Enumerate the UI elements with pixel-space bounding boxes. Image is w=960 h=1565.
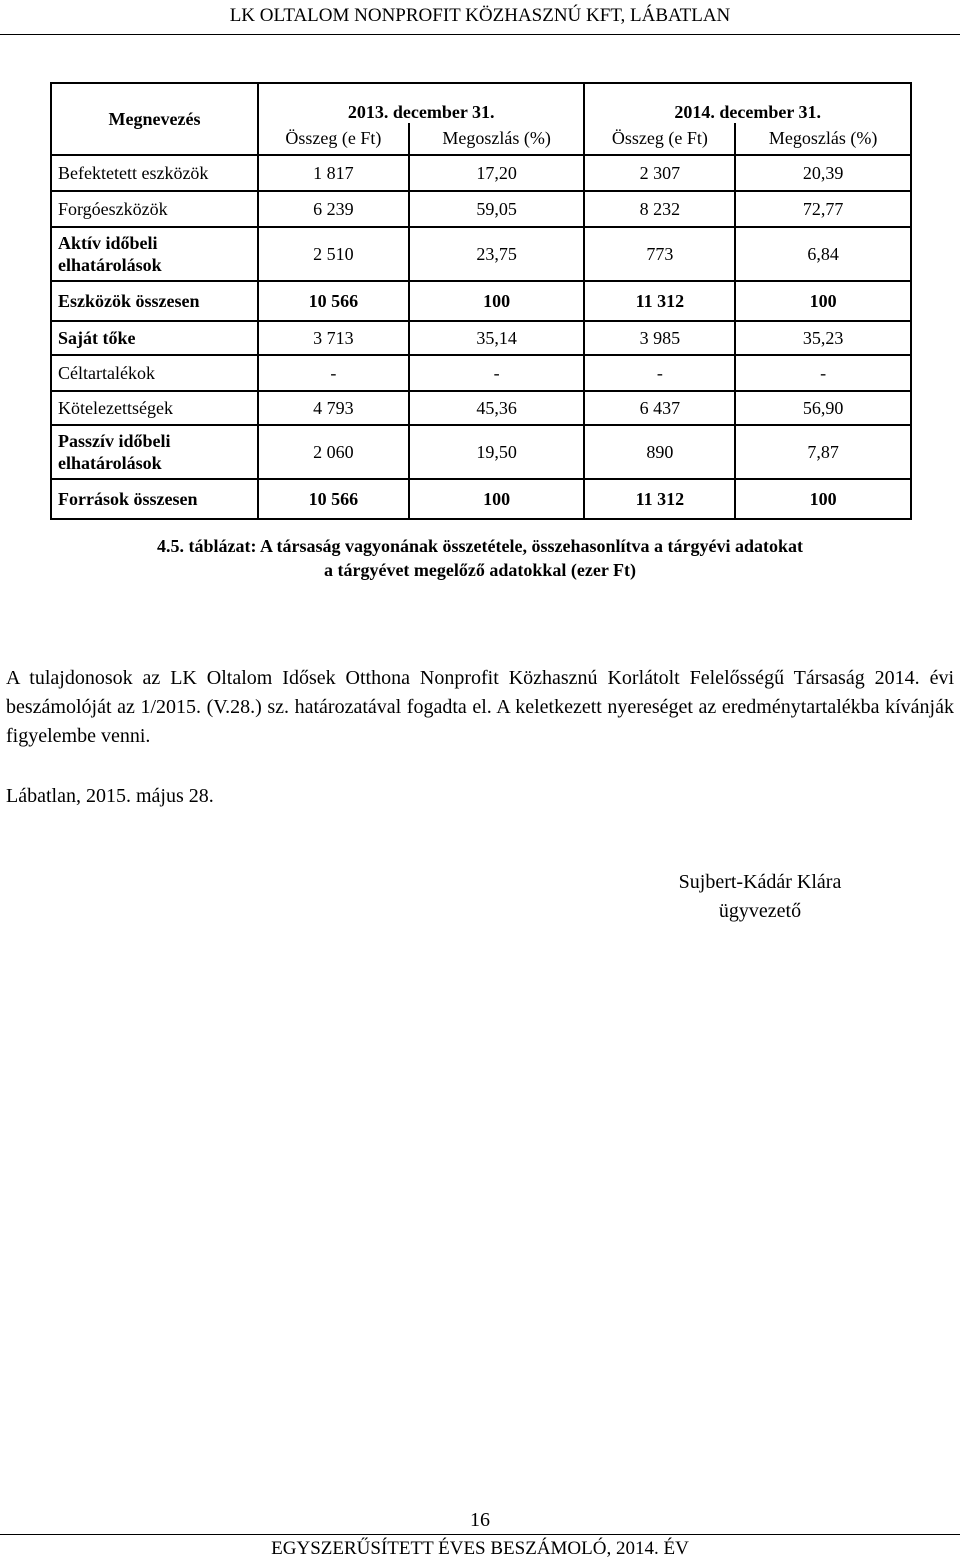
cell-share-2013: 45,36	[409, 391, 585, 425]
cell-amount-2013: 10 566	[258, 479, 409, 519]
cell-share-2014: 35,23	[735, 321, 911, 355]
header-title: LK OLTALOM NONPROFIT KÖZHASZNÚ KFT, LÁBATLAN	[229, 5, 731, 26]
cell-amount-2013: 2 060	[258, 425, 409, 479]
table-row	[51, 191, 911, 227]
header-amount-2014: Összeg (e Ft)	[584, 123, 735, 155]
table-row	[51, 155, 911, 191]
assets-table	[50, 82, 912, 520]
row-label: Forgóeszközök	[51, 191, 258, 227]
cell-amount-2014: 8 232	[584, 191, 735, 227]
table-row-total	[51, 281, 911, 321]
cell-amount-2014: 6 437	[584, 391, 735, 425]
cell-amount-2013: 6 239	[258, 191, 409, 227]
cell-share-2013: 59,05	[409, 191, 585, 227]
signature-name: Sujbert-Kádár Klára	[678, 871, 842, 893]
footer-title: EGYSZERŰSÍTETT ÉVES BESZÁMOLÓ, 2014. ÉV	[271, 1538, 689, 1559]
body-paragraph: A tulajdonosok az LK Oltalom Idősek Otthona Nonprofit Közhasznú Korlátolt Felelősségű Társaság 2014. évi beszámolóját az 1/2015. (V.28.) sz. határozatával fogadta el. A keletkezett nyereséget az eredménytartalékba kívánják figyelembe venni.	[6, 667, 954, 747]
cell-share-2014: 20,39	[735, 155, 911, 191]
place-date: Lábatlan, 2015. május 28.	[6, 785, 214, 807]
table-row	[51, 321, 911, 355]
row-label: Eszközök összesen	[51, 281, 258, 321]
signature-block	[600, 868, 920, 926]
cell-amount-2013: 4 793	[258, 391, 409, 425]
row-label: Céltartalékok	[51, 355, 258, 391]
cell-amount-2014: 773	[584, 227, 735, 281]
cell-amount-2014: 2 307	[584, 155, 735, 191]
cell-share-2013: -	[409, 355, 585, 391]
cell-amount-2014: 11 312	[584, 479, 735, 519]
cell-share-2014: 7,87	[735, 425, 911, 479]
row-label: Saját tőke	[51, 321, 258, 355]
cell-share-2013: 100	[409, 479, 585, 519]
table-row	[51, 355, 911, 391]
row-label: Passzív időbeli elhatárolások	[51, 425, 258, 479]
cell-share-2014: 6,84	[735, 227, 911, 281]
cell-amount-2013: 10 566	[258, 281, 409, 321]
cell-share-2013: 17,20	[409, 155, 585, 191]
cell-share-2014: 56,90	[735, 391, 911, 425]
caption-line-2: a tárgyévet megelőző adatokkal (ezer Ft)	[323, 560, 637, 580]
cell-amount-2013: -	[258, 355, 409, 391]
table-row	[51, 391, 911, 425]
cell-share-2013: 19,50	[409, 425, 585, 479]
cell-share-2014: 72,77	[735, 191, 911, 227]
cell-share-2014: -	[735, 355, 911, 391]
cell-share-2013: 35,14	[409, 321, 585, 355]
cell-amount-2013: 3 713	[258, 321, 409, 355]
header-year-2014: 2014. december 31.	[584, 83, 911, 123]
cell-amount-2014: 890	[584, 425, 735, 479]
cell-amount-2013: 1 817	[258, 155, 409, 191]
page-footer	[0, 1534, 960, 1563]
row-label: Források összesen	[51, 479, 258, 519]
table-header-row-years	[51, 83, 911, 123]
cell-amount-2014: 3 985	[584, 321, 735, 355]
page-number: 16	[470, 1509, 490, 1531]
cell-share-2014: 100	[735, 479, 911, 519]
table-row	[51, 227, 911, 281]
cell-share-2014: 100	[735, 281, 911, 321]
page-header	[0, 0, 960, 35]
header-share-2013: Megoszlás (%)	[409, 123, 585, 155]
cell-amount-2014: -	[584, 355, 735, 391]
signature-role: ügyvezető	[718, 900, 802, 922]
row-label: Aktív időbeli elhatárolások	[51, 227, 258, 281]
header-name: Megnevezés	[51, 83, 258, 155]
cell-amount-2013: 2 510	[258, 227, 409, 281]
cell-amount-2014: 11 312	[584, 281, 735, 321]
row-label: Befektetett eszközök	[51, 155, 258, 191]
table-row-total	[51, 479, 911, 519]
header-amount-2013: Összeg (e Ft)	[258, 123, 409, 155]
caption-line-1: 4.5. táblázat: A társaság vagyonának összetétele, összehasonlítva a tárgyévi adatokat	[157, 536, 803, 556]
table-row	[51, 425, 911, 479]
cell-share-2013: 100	[409, 281, 585, 321]
header-share-2014: Megoszlás (%)	[735, 123, 911, 155]
header-year-2013: 2013. december 31.	[258, 83, 584, 123]
table-caption	[60, 534, 900, 582]
row-label: Kötelezettségek	[51, 391, 258, 425]
cell-share-2013: 23,75	[409, 227, 585, 281]
